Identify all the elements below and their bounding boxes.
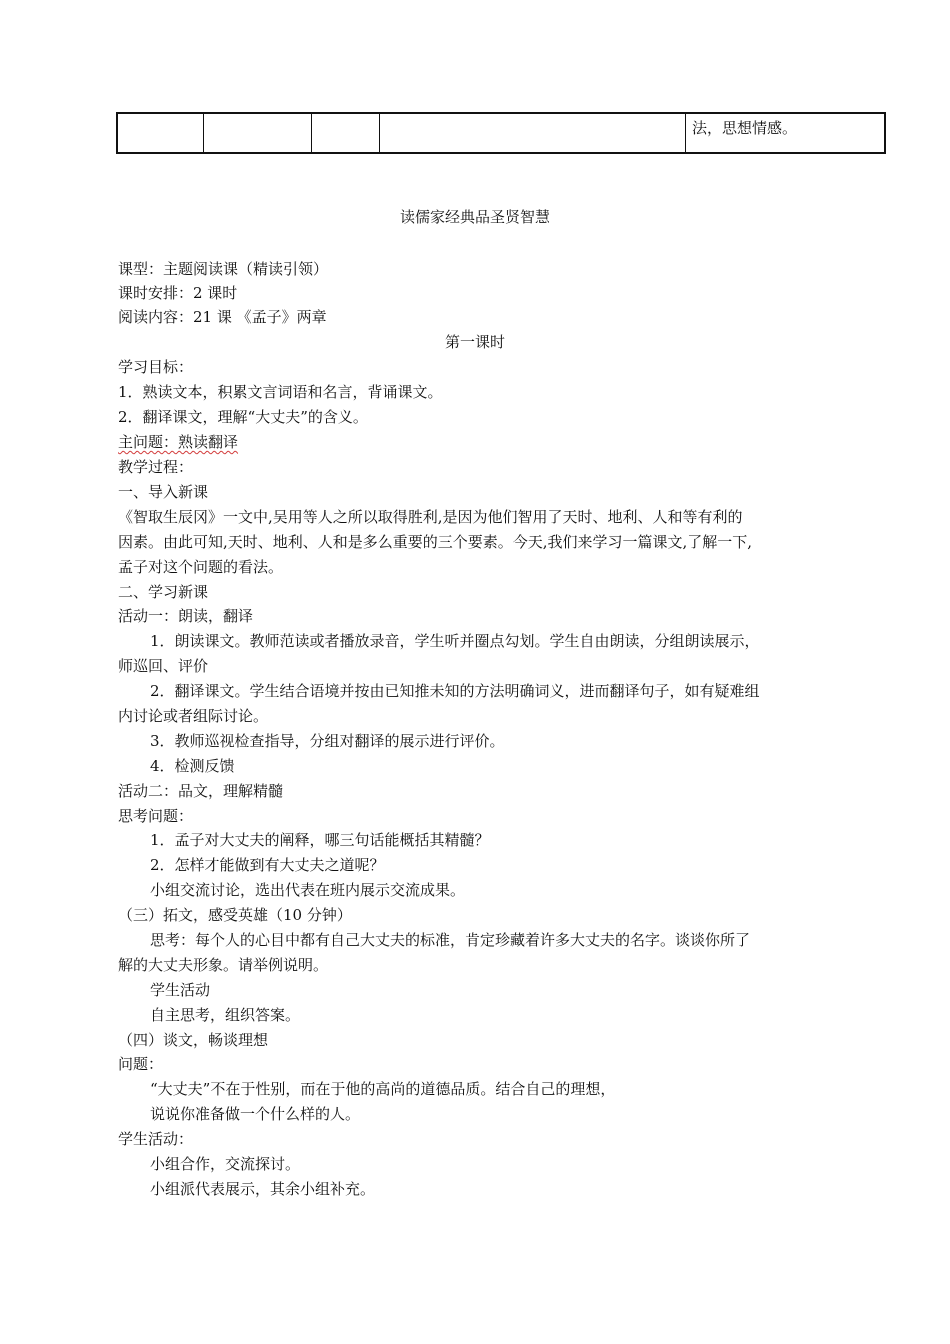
table-fragment <box>116 112 886 154</box>
paragraph-line: 学生活动： <box>118 1130 194 1148</box>
paragraph-line: 问题： <box>118 1055 164 1073</box>
paragraph-line: 1．孟子对大丈夫的阐释，哪三句话能概括其精髓？ <box>150 831 490 849</box>
lesson-type: 课型：主题阅读课（精读引领） <box>118 260 329 278</box>
paragraph-line: 内讨论或者组际讨论。 <box>118 707 269 725</box>
paragraph-line: 活动二：品文，理解精髓 <box>118 782 284 800</box>
paragraph-line: 师巡回、评价 <box>118 657 209 675</box>
document-title: 读儒家经典品圣贤智慧 <box>399 208 550 226</box>
lesson-schedule: 课时安排：2 课时 <box>118 284 238 302</box>
paragraph-line: 因素。由此可知,天时、地利、人和是多么重要的三个要素。今天,我们来学习一篇课文,了解一下, <box>118 533 753 551</box>
paragraph-line: 小组交流讨论，选出代表在班内展示交流成果。 <box>150 881 466 899</box>
table-cell-text: 法，思想情感。 <box>692 119 798 137</box>
table-cell <box>204 114 312 152</box>
table-cell <box>312 114 380 152</box>
paragraph-line: 2．怎样才能做到有大丈夫之道呢？ <box>150 856 385 874</box>
paragraph-line: 学生活动 <box>150 981 211 999</box>
paragraph-line: 小组合作，交流探讨。 <box>150 1155 301 1173</box>
paragraph-line: 主问题：熟读翻译 <box>118 433 239 451</box>
paragraph-line: 3．教师巡视检查指导，分组对翻译的展示进行评价。 <box>150 732 505 750</box>
paragraph-line: 二、学习新课 <box>118 583 209 601</box>
table-cell <box>686 114 884 152</box>
paragraph-line: 《智取生辰冈》一文中,吴用等人之所以取得胜利,是因为他们智用了天时、地利、人和等有利的 <box>118 508 743 526</box>
reading-content: 阅读内容：21 课 《孟子》两章 <box>118 308 327 326</box>
paragraph-line: 1．熟读文本，积累文言词语和名言，背诵课文。 <box>118 383 443 401</box>
paragraph-line: 1．朗读课文。教师范读或者播放录音，学生听并圈点勾划。学生自由朗读，分组朗读展示， <box>150 632 760 650</box>
paragraph-line: 学习目标： <box>118 358 194 376</box>
paragraph-line: 解的大丈夫形象。请举例说明。 <box>118 956 329 974</box>
paragraph-line: 孟子对这个问题的看法。 <box>118 558 284 576</box>
paragraph-line: “大丈夫”不在于性别，而在于他的高尚的道德品质。结合自己的理想， <box>150 1080 616 1098</box>
paragraph-line: 思考：每个人的心目中都有自己大丈夫的标准，肯定珍藏着许多大丈夫的名字。谈谈你所了 <box>150 931 751 949</box>
paragraph-line: 教学过程： <box>118 458 194 476</box>
paragraph-line: 2．翻译课文，理解“大丈夫”的含义。 <box>118 408 368 426</box>
paragraph-line: 说说你准备做一个什么样的人。 <box>150 1105 361 1123</box>
paragraph-line: （四）谈文，畅谈理想 <box>118 1031 269 1049</box>
table-cell <box>380 114 686 152</box>
table-cell <box>118 114 204 152</box>
paragraph-line: 一、导入新课 <box>118 483 209 501</box>
paragraph-line: 思考问题： <box>118 807 194 825</box>
paragraph-line: 小组派代表展示，其余小组补充。 <box>150 1180 376 1198</box>
paragraph-line: 自主思考，组织答案。 <box>150 1006 301 1024</box>
paragraph-line: 4．检测反馈 <box>150 757 235 775</box>
section-heading: 第一课时 <box>444 333 505 351</box>
paragraph-line: 活动一：朗读，翻译 <box>118 607 254 625</box>
paragraph-line: 2．翻译课文。学生结合语境并按由已知推未知的方法明确词义，进而翻译句子，如有疑难组 <box>150 682 760 700</box>
paragraph-line: （三）拓文，感受英雄（10 分钟） <box>118 906 352 924</box>
